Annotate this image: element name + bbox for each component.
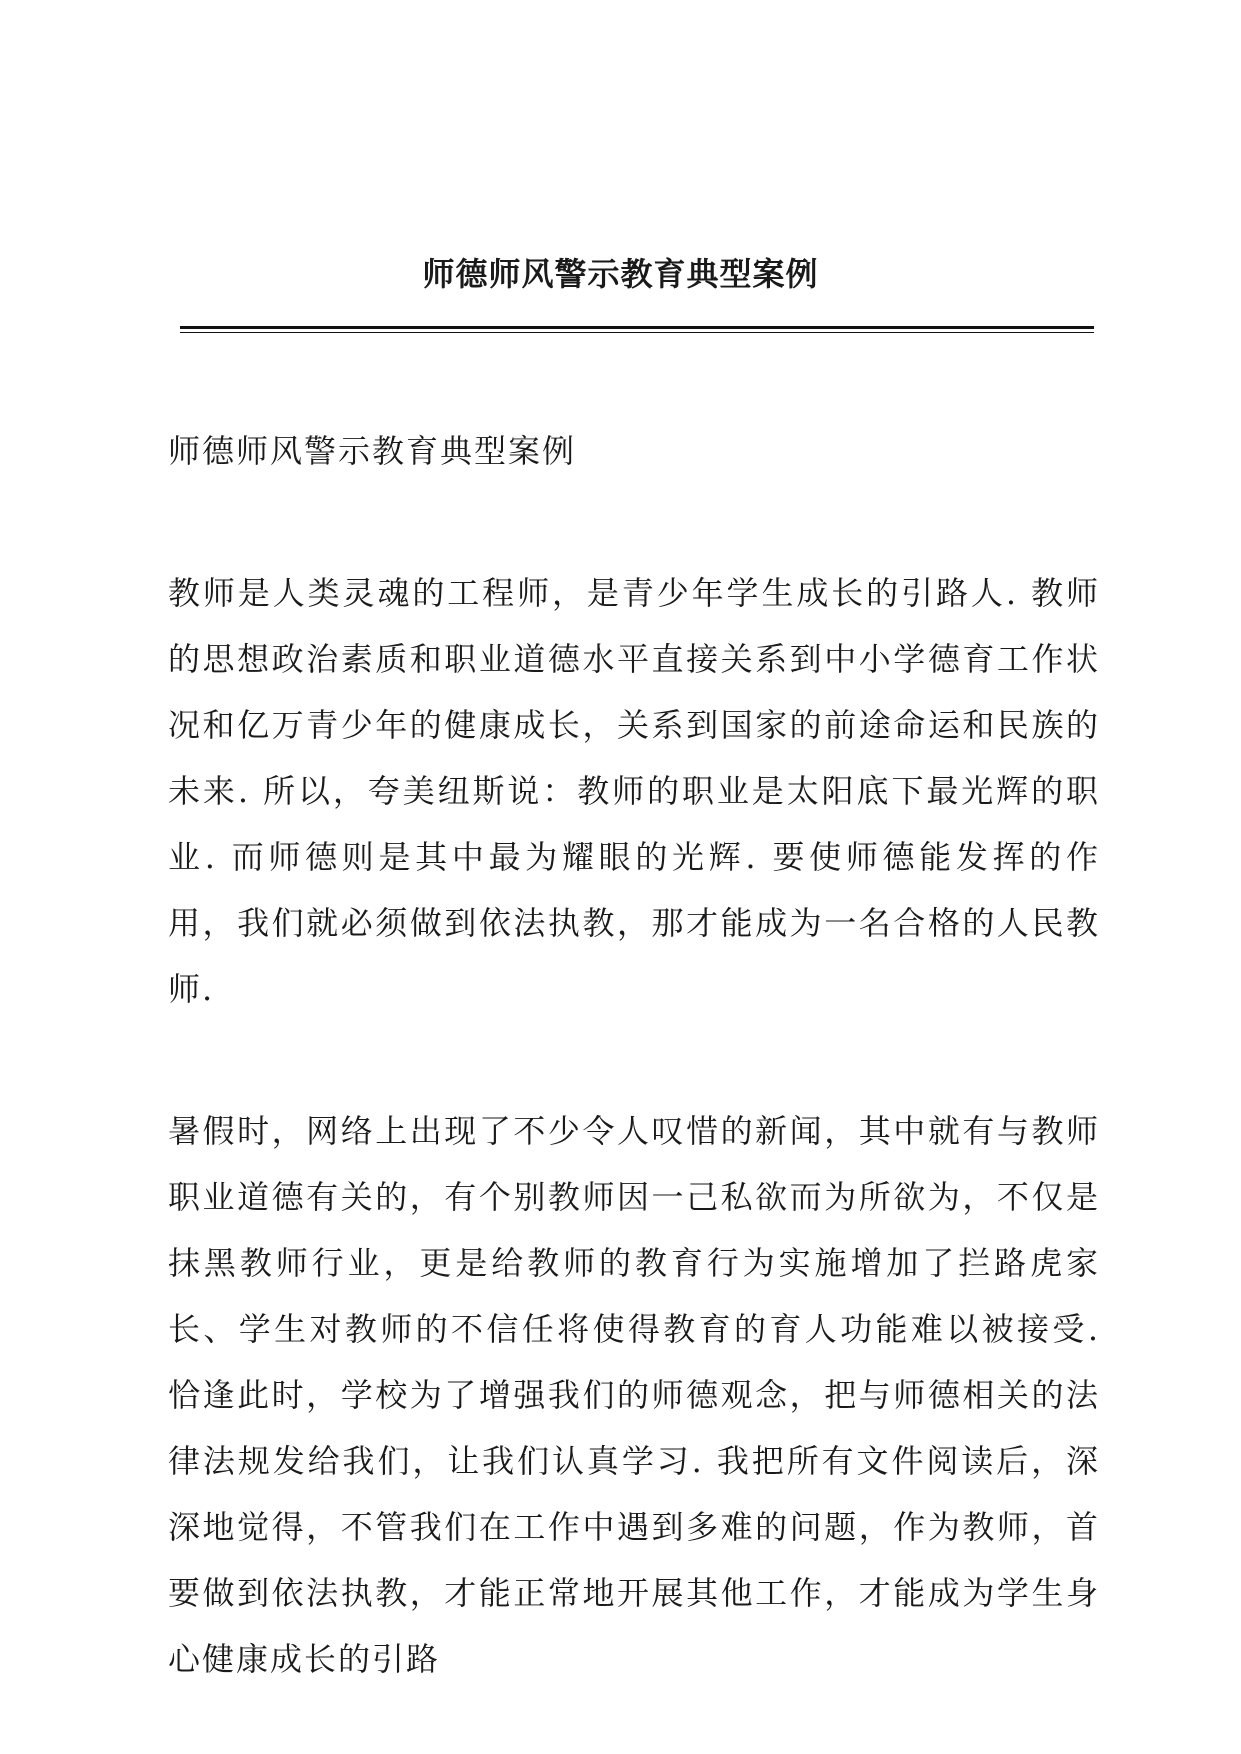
document-subtitle: 师德师风警示教育典型案例	[168, 432, 577, 470]
title-rule-thin	[180, 332, 1094, 333]
document-body	[168, 418, 1100, 1692]
body-paragraph-1: 教师是人类灵魂的工程师，是青少年学生成长的引路人. 教师的思想政治素质和职业道德水平直接关系到中小学德育工作状况和亿万青少年的健康成长，关系到国家的前途命运和民族的未来. 所以，夸美纽斯说：教师的职业是太阳底下最光辉的职业. 而师德则是其中最为耀眼的光辉. 要使师德能发挥的作用，我们就必须做到依法执教，那才能成为一名合格的人民教师.	[168, 574, 1100, 1008]
body-paragraph-2: 暑假时，网络上出现了不少令人叹惜的新闻，其中就有与教师职业道德有关的，有个别教师因一己私欲而为所欲为，不仅是抹黑教师行业，更是给教师的教育行为实施增加了拦路虎家长、学生对教师的不信任将使得教育的育人功能难以被接受. 恰逢此时，学校为了增强我们的师德观念，把与师德相关的法律法规发给我们，让我们认真学习. 我把所有文件阅读后，深深地觉得，不管我们在工作中遇到多难的问题，作为教师，首要做到依法执教，才能正常地开展其他工作，才能成为学生身心健康成长的引路	[168, 1112, 1100, 1678]
document-title: 师德师风警示教育典型案例	[422, 255, 819, 293]
title-rule-thick	[180, 326, 1094, 329]
